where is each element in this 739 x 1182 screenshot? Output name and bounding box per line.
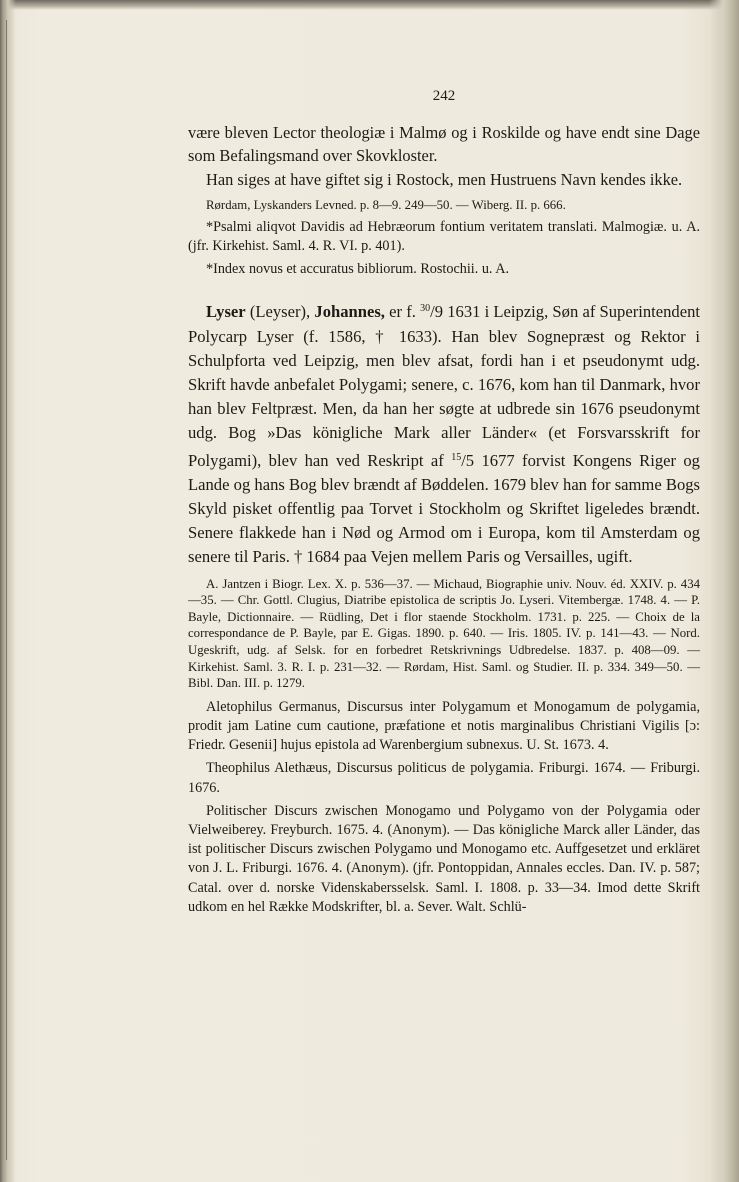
prev-entry-paragraph-1: være bleven Lector theologiæ i Malmø og i Roskilde og have endt sine Dage som Befalingsmand over Skovkloster. — [188, 123, 700, 166]
entry-birth-prefix: er f. — [384, 302, 421, 322]
prev-entry-work-2: *Index novus et accuratus bibliorum. Rostochii. u. A. — [206, 261, 510, 278]
birth-day-superscript: 30 — [420, 303, 431, 315]
entry-surname: Lyser — [206, 302, 246, 322]
page-right-edge — [709, 0, 739, 1182]
page-content — [188, 88, 700, 917]
entry-text-1: 1631 i Leipzig, Søn af Superintendent Polycarp Lyser (f. 1586, † 1633). Han blev Sognepræst og Rektor i Schulpforta ved Leipzig, men blev afsat, fordi han i et pseudonymt udg. Skrift havde anbefalet Polygami; senere, c. 1676, kom han til Danmark, hvor han blev Feltpræst. Men, da han her søgte at udbrede sin 1676 pseudonymt udg. Bog »Das königliche Mark aller Länder« (et Forsvarsskrift for Polygami), blev han ved Reskript af — [188, 302, 700, 470]
entry-work-3: Politischer Discurs zwischen Monogamo und Polygamo von der Polygamia oder Vielweiberey. Freyburch. 1675. 4. (Anonym). — Das königliche Marck aller Länder, das ist politischer Discurs zwischen Polygamo und Monogamo etc. Auffgesetzet und erkläret von J. L. Friburgi. 1676. 4. (Anonym). (jfr. Pontoppidan, Annales eccles. Dan. IV. p. 587; Catal. over d. norske Videnskabersselsk. Saml. I. 1808. p. 33—34. Imod dette Skrift udkom en hel Række Modskrifter, bl. a. Sever. Walt. Schlü- — [188, 802, 700, 915]
page-top-edge — [0, 0, 739, 10]
entry-given-name: Johannes, — [314, 302, 385, 322]
prev-entry-sources: Rørdam, Lyskanders Levned. p. 8—9. 249—50. — Wiberg. II. p. 666. — [206, 198, 566, 213]
page-number: 242 — [432, 88, 456, 104]
entry-biography — [188, 297, 700, 569]
entry-text-2: 1677 forvist Kongens Riger og Lande og hans Bog blev brændt af Bøddelen. 1679 blev han for samme Bogs Skyld pisket offentlig paa Torvet i Stockholm og Skriftet ligeledes brændt. Senere flakkede han i Nød og Armod om i Europa, kom til Amsterdam og senere til Paris. † 1684 paa Vejen mellem Paris og Versailles, ugift. — [188, 450, 700, 567]
decree-month: /5 — [461, 450, 475, 470]
binding-rule — [6, 20, 7, 1160]
entry-name-variant: (Leyser), — [245, 302, 315, 322]
entry-sources: A. Jantzen i Biogr. Lex. X. p. 536—37. — Michaud, Biographie univ. Nouv. éd. XXIV. p. 434—35. — Chr. Gottl. Clugius, Diatribe epistolica de scriptis Jo. Lyseri. Vitembergæ. 1748. 4. — P. Bayle, Dictionnaire. — Rüdling, Det i flor staende Stockholm. 1731. p. 225. — Choix de la correspondance de P. Bayle, par E. Gigas. 1890. p. 640. — Iris. 1805. IV. p. 141—43. — Nord. Ugeskrift, udg. af Selsk. for en forbedret Retskrivnings Udbredelse. 1837. p. 408—09. — Kirkehist. Saml. 3. R. I. p. 231—32. — Rørdam, Hist. Saml. og Studier. II. p. 334. 349—50. — Bibl. Dan. III. p. 1279. — [188, 576, 700, 691]
prev-entry-paragraph-2: Han siges at have giftet sig i Rostock, men Hustruens Navn kendes ikke. — [206, 169, 683, 189]
birth-month: /9 — [430, 302, 444, 322]
entry-work-2: Theophilus Alethæus, Discursus politicus de polygamia. Friburgi. 1674. — Friburgi. 1676. — [188, 760, 700, 796]
prev-entry-work-1: *Psalmi aliqvot Davidis ad Hebræorum fontium veritatem translati. Malmogiæ. u. A. (jfr. Kirkehist. Saml. 4. R. VI. p. 401). — [188, 218, 700, 255]
entry-work-1: Aletophilus Germanus, Discursus inter Polygamum et Monogamum de polygamia, prodit jam Latine cum cautione, præfatione et notis marginalibus Christiani Vigilis [ɔ: Friedr. Gesenii] hujus epistola ad Warenbergium subnexus. U. St. 1673. 4. — [188, 698, 700, 754]
decree-day-superscript: 15 — [451, 451, 462, 463]
page-binding-edge — [0, 0, 16, 1182]
